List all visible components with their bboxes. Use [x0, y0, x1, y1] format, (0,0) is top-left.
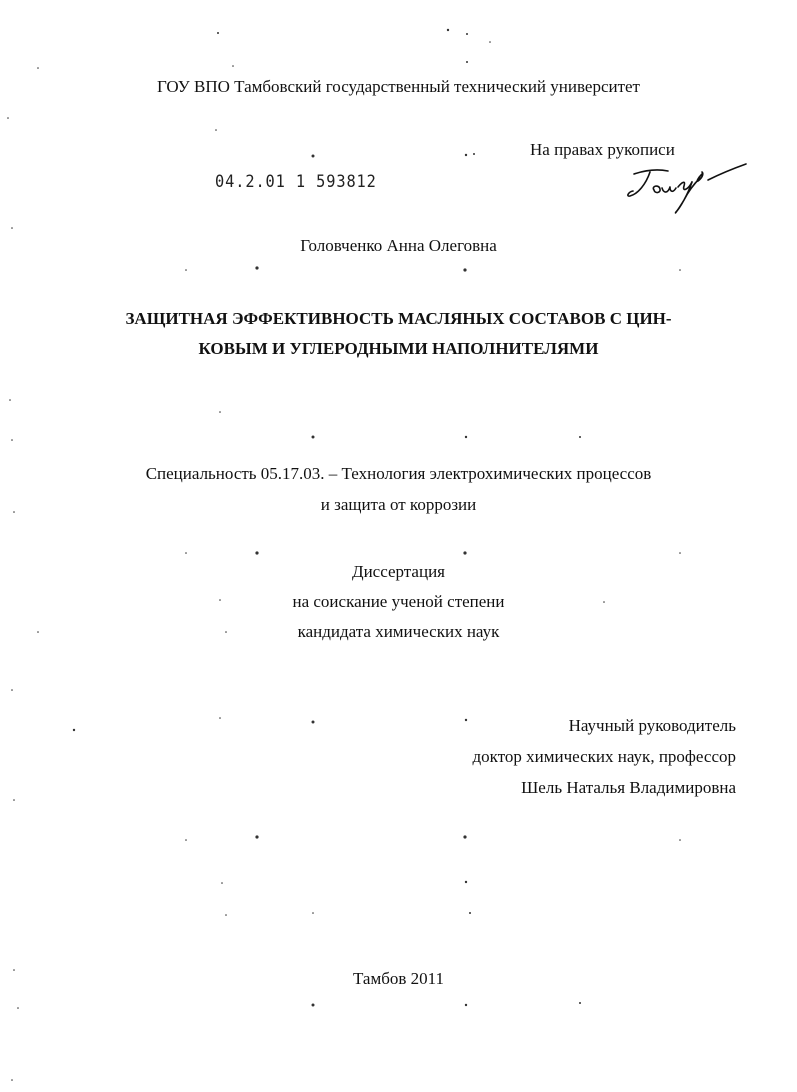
supervisor-name: Шель Наталья Владимировна [521, 778, 736, 797]
university-name: ГОУ ВПО Тамбовский государственный технический университет [156, 77, 640, 96]
thesis-title-line1: ЗАЩИТНАЯ ЭФФЕКТИВНОСТЬ МАСЛЯНЫХ СОСТАВОВ С ЦИН- [125, 309, 672, 328]
thesis-type: Диссертация [351, 562, 445, 581]
city-year: Тамбов 2011 [352, 969, 445, 988]
author-name: Головченко Анна Олеговна [300, 236, 497, 255]
supervisor-degree: доктор химических наук, профессор [472, 747, 736, 766]
thesis-degree: кандидата химических наук [297, 622, 500, 641]
library-stamp-number: 04.2.01 1 593812 [215, 172, 377, 192]
specialty-line2: и защита от коррозии [320, 495, 477, 514]
thesis-purpose: на соискание ученой степени [292, 592, 505, 611]
manuscript-rights: На правах рукописи [530, 140, 675, 159]
thesis-title-line2: КОВЫМ И УГЛЕРОДНЫМИ НАПОЛНИТЕЛЯМИ [198, 339, 599, 358]
signature-handwritten [624, 160, 749, 220]
specialty-line1: Специальность 05.17.03. – Технология электрохимических процессов [145, 464, 652, 483]
supervisor-label: Научный руководитель [568, 716, 736, 735]
